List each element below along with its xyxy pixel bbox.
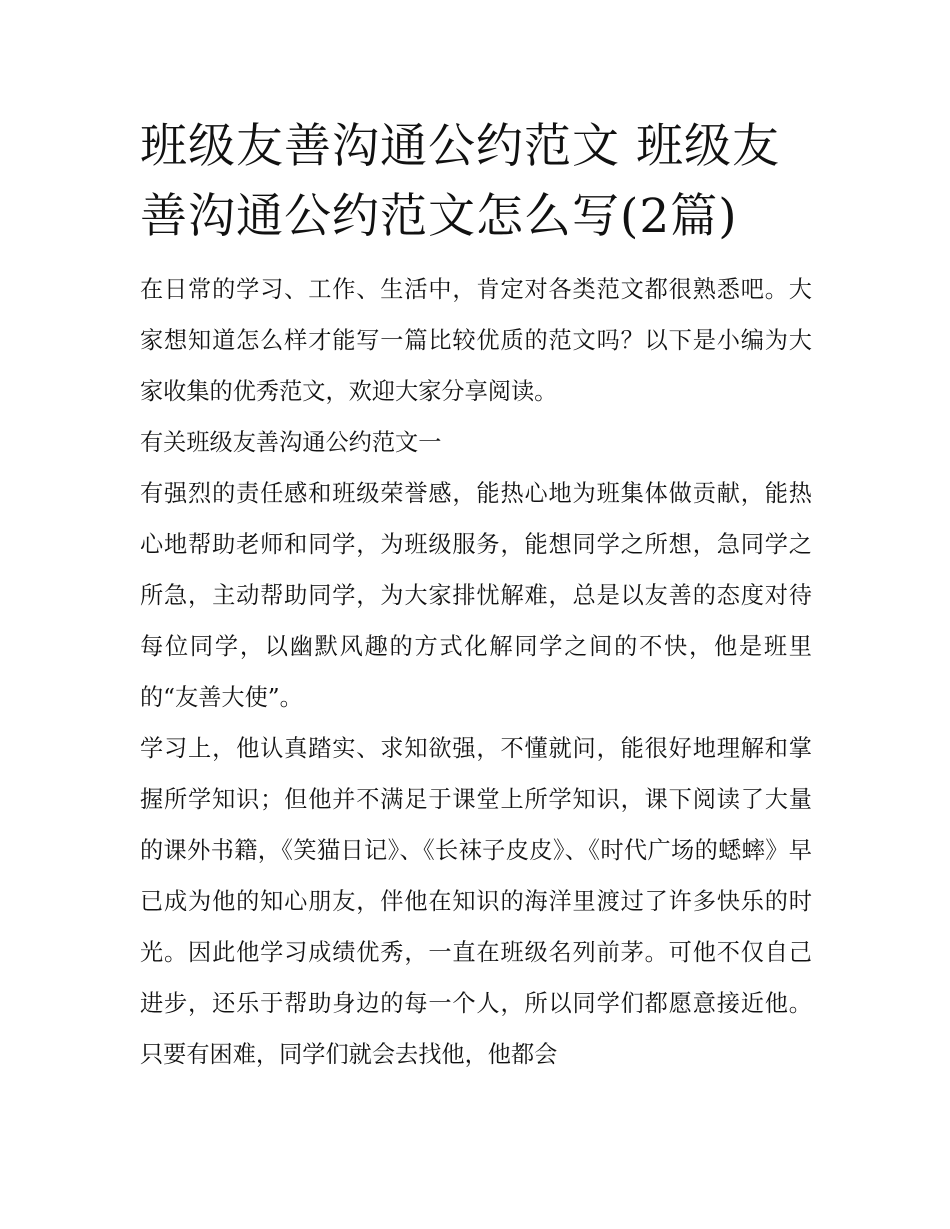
intro-paragraph: 在日常的学习、工作、生活中，肯定对各类范文都很熟悉吧。大家想知道怎么样才能写一篇比较优质的范文吗？以下是小编为大家收集的优秀范文，欢迎大家分享阅读。 bbox=[140, 276, 812, 405]
document-page bbox=[140, 112, 812, 1080]
document-body bbox=[140, 264, 812, 1080]
section-heading: 有关班级友善沟通公约范文一 bbox=[140, 429, 442, 456]
body-paragraph: 学习上，他认真踏实、求知欲强，不懂就问，能很好地理解和掌握所学知识；但他并不满足于课堂上所学知识，课下阅读了大量的课外书籍，《笑猫日记》、《长袜子皮皮》、《时代广场的蟋蟀》早已成为他的知心朋友，伴他在知识的海洋里渡过了许多快乐的时光。因此他学习成绩优秀，一直在班级名列前茅。可他不仅自己进步，还乐于帮助身边的每一个人，所以同学们都愿意接近他。只要有困难，同学们就会去找他，他都会 bbox=[140, 735, 812, 1068]
body-paragraph: 有强烈的责任感和班级荣誉感，能热心地为班集体做贡献，能热心地帮助老师和同学，为班级服务，能想同学之所想，急同学之所急，主动帮助同学，为大家排忧解难，总是以友善的态度对待每位同学，以幽默风趣的方式化解同学之间的不快，他是班里的“友善大使”。 bbox=[140, 480, 812, 711]
document-title: 班级友善沟通公约范文 班级友善沟通公约范文怎么写(2篇) bbox=[140, 119, 780, 244]
